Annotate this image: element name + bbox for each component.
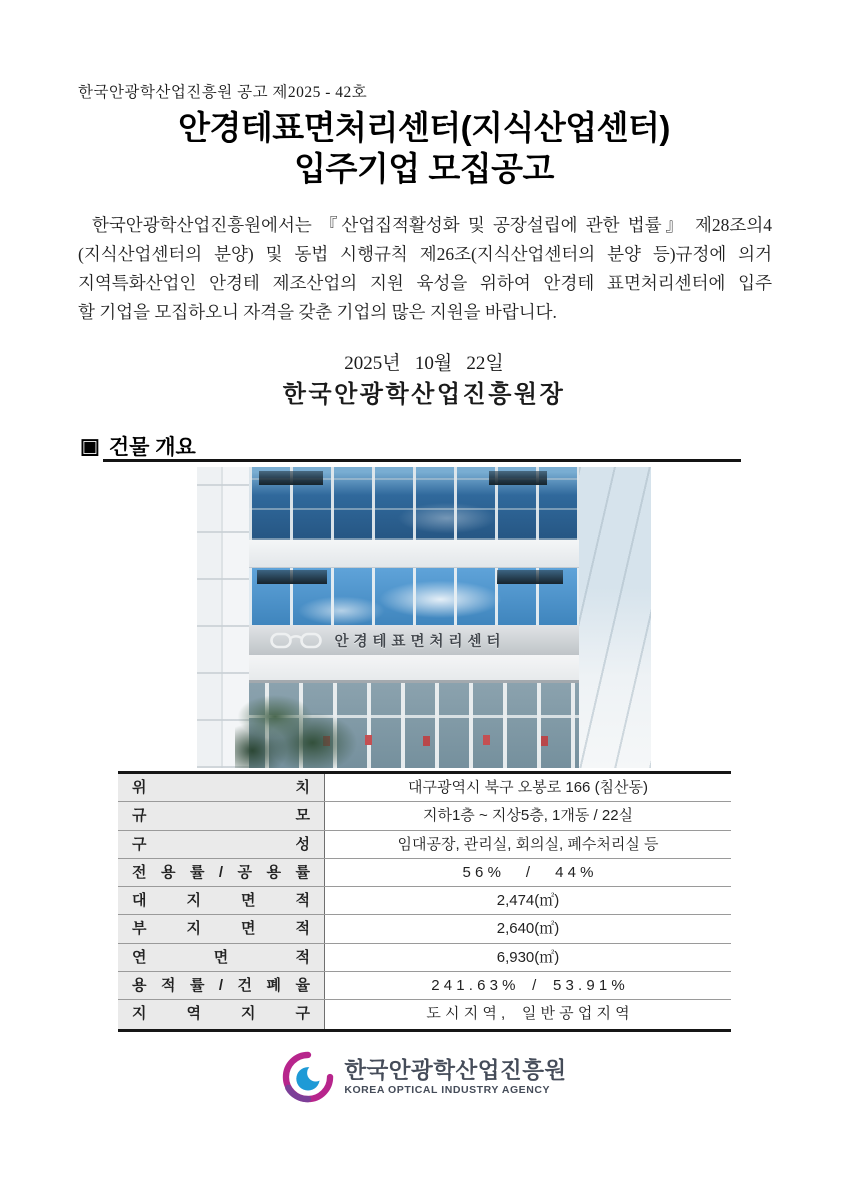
table-row	[118, 972, 731, 1000]
signer-name: 한국안광학산업진흥원장	[282, 382, 566, 408]
row-label: 부 지 면 적	[118, 915, 325, 942]
agency-logo-text	[344, 1058, 566, 1096]
building-canopy	[197, 655, 579, 683]
table-row	[118, 1000, 731, 1028]
row-label: 구 성	[118, 831, 325, 858]
row-label: 대 지 면 적	[118, 887, 325, 914]
agency-logo	[0, 1050, 848, 1104]
row-value: 5 6 % / 4 4 %	[462, 863, 594, 881]
row-label: 지 역 지 구	[118, 1000, 325, 1028]
body-line: 지역특화산업인 안경테 제조산업의 지원 육성을 위하여 안경테 표면처리센터에 입주	[78, 273, 772, 293]
body-paragraph	[78, 211, 772, 327]
row-label: 위 치	[118, 774, 325, 801]
table-row	[118, 802, 731, 830]
open-window	[489, 471, 547, 485]
notice-number: 한국안광학산업진흥원 공고 제2025 - 42호	[78, 84, 368, 101]
building-info-table	[118, 771, 731, 1032]
row-value: 도 시 지 역 , 일 반 공 업 지 역	[426, 1005, 630, 1023]
building-sign-band	[197, 625, 579, 655]
entrance-signs	[365, 735, 372, 745]
agency-logo-mark	[281, 1050, 335, 1104]
building-floor-band	[249, 540, 579, 568]
row-value: 2 4 1 . 6 3 % / 5 3 . 9 1 %	[431, 977, 625, 995]
agency-name-english: KOREA OPTICAL INDUSTRY AGENCY	[344, 1084, 551, 1096]
row-value: 2,474(㎡)	[496, 892, 560, 910]
open-window	[257, 570, 327, 584]
title-line-2: 입주기업 모집공고	[294, 150, 554, 187]
title-line-1: 안경테표면처리센터(지식산업센터)	[178, 109, 670, 146]
building-sign-text: 안경테표면처리센터	[334, 633, 506, 650]
announcement-date: 2025년 10월 22일	[344, 353, 504, 374]
row-label: 규 모	[118, 802, 325, 829]
row-value: 지하1층 ~ 지상5층, 1개동 / 22실	[422, 807, 634, 825]
table-row	[118, 859, 731, 887]
body-line: 한국안광학산업진흥원에서는 『산업집적활성화 및 공장설립에 관한 법률』 제28조의4	[92, 215, 772, 235]
building-photo	[197, 467, 651, 768]
glasses-icon	[270, 631, 322, 649]
table-row	[118, 915, 731, 943]
building-right-pillar	[579, 467, 651, 768]
trees	[235, 689, 360, 768]
section-marker-icon: ▣	[80, 434, 100, 458]
section-underline	[103, 459, 741, 462]
row-label: 연 면 적	[118, 944, 325, 971]
open-window	[497, 570, 563, 584]
row-value: 6,930(㎡)	[496, 948, 560, 966]
row-value: 임대공장, 관리실, 회의실, 폐수처리실 등	[397, 835, 659, 853]
body-line: 할 기업을 모집하오니 자격을 갖춘 기업의 많은 지원을 바랍니다.	[78, 302, 557, 322]
row-value: 대구광역시 북구 오봉로 166 (침산동)	[407, 779, 649, 796]
section-title: 건물 개요	[108, 436, 196, 459]
document-title	[0, 107, 848, 189]
table-row	[118, 887, 731, 915]
body-line: (지식산업센터의 분양) 및 동법 시행규칙 제26조(지식산업센터의 분양 등)규정에 의거	[78, 244, 772, 264]
table-row	[118, 831, 731, 859]
open-window	[259, 471, 323, 485]
section-heading	[80, 431, 196, 461]
table-row	[118, 774, 731, 802]
row-value: 2,640(㎡)	[496, 920, 560, 938]
row-label: 용 적 률 / 건 폐 율	[118, 972, 325, 999]
agency-name-korean: 한국안광학산업진흥원	[344, 1058, 567, 1083]
row-label: 전 용 률 / 공 용 률	[118, 859, 325, 886]
table-row	[118, 944, 731, 972]
entrance-doors	[347, 683, 532, 768]
